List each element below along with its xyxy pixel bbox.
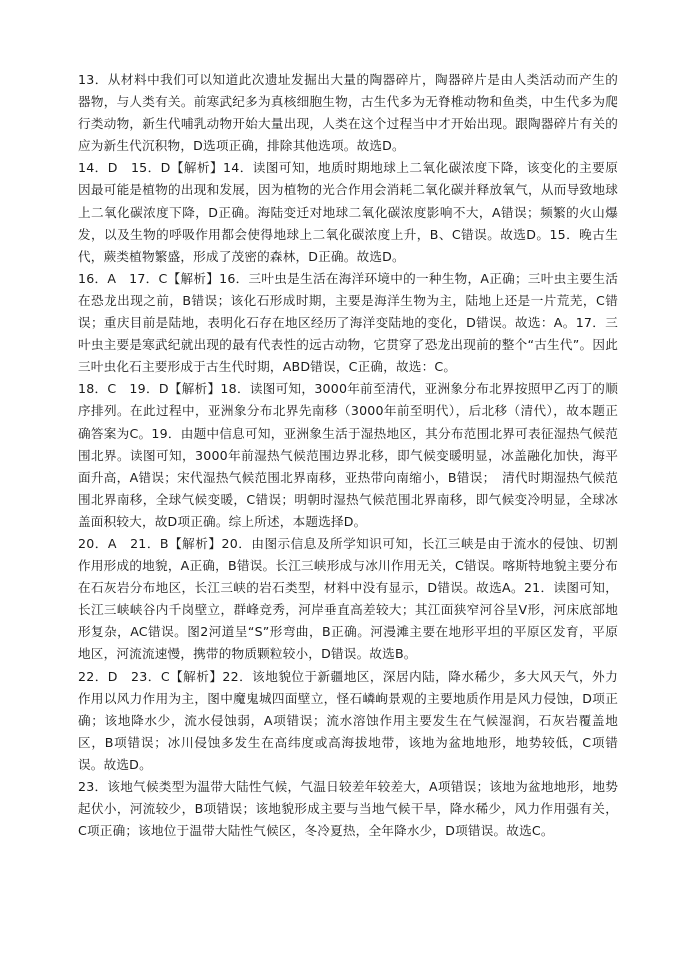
answer-paragraph-18-19: 18．C 19．D【解析】18．读图可知，3000年前至清代，亚洲象分布北界按照甲乙丙丁的顺序排列。在此过程中，亚洲象分布北界先南移（3000年前至明代），后北移（清代），故本题正确答案为C。19．由题中信息可知，亚洲象生活于湿热地区，其分布范围北界可表征湿热气候范围北界。读图可知，3000年前湿热气候范围边界北移，即气候变暖明显，冰盖融化加快，海平面升高，A错误；宋代湿热气候范围北界南移，亚热带向南缩小，B错误； 清代时期湿热气候范围北界南移，全球气候变暖，C错误；明朝时湿热气候范围北界南移，即气候变冷明显，全球冰盖面积较大，故D项正确。综上所述，本题选择D。 [78, 381, 618, 529]
answer-explanation-document [78, 69, 618, 842]
answer-paragraph-16-17: 16．A 17．C【解析】16．三叶虫是生活在海洋环境中的一种生物，A正确；三叶虫主要生活在恐龙出现之前，B错误；该化石形成时期，主要是海洋生物为主，陆地上还是一片荒芜，C错误；重庆目前是陆地，表明化石存在地区经历了海洋变陆地的变化，D错误。故选：A。17．三叶虫主要是寒武纪就出现的最有代表性的远古动物，它贯穿了恐龙出现前的整个“古生代”。因此三叶虫化石主要形成于古生代时期，ABD错误，C正确，故选：C。 [78, 270, 618, 375]
answer-paragraph-20-21: 20．A 21．B【解析】20．由图示信息及所学知识可知，长江三峡是由于流水的侵蚀、切割作用形成的地貌，A正确，B错误。长江三峡形成与冰川作用无关，C错误。喀斯特地貌主要分布在石灰岩分布地区，长江三峡的岩石类型，材料中没有显示，D错误。故选A。21．读图可知，长江三峡峡谷内千岗壁立，群峰竞秀，河岸垂直高差较大；其江面狭窄河谷呈V形，河床底部地形复杂，AC错误。图2河道呈“S”形弯曲，B正确。河漫滩主要在地形平坦的平原区发育，平原地区，河流流速慢，携带的物质颗粒较小，D错误。故选B。 [78, 535, 618, 662]
answer-paragraph-22: 22．D 23．C【解析】22．该地貌位于新疆地区，深居内陆，降水稀少，多大风天气，外力作用以风力作用为主，图中魔鬼城四面壁立，怪石嶙峋景观的主要地质作用是风力侵蚀，D项正确；该地降水少，流水侵蚀弱，A项错误；流水溶蚀作用主要发生在气候湿润，石灰岩覆盖地区，B项错误；冰川侵蚀多发生在高纬度或高海拔地带，该地为盆地地形，地势较低，C项错误。故选D。 [78, 668, 618, 772]
answer-paragraph-13: 13．从材料中我们可以知道此次遗址发掘出大量的陶器碎片，陶器碎片是由人类活动而产生的器物，与人类有关。前寒武纪多为真核细胞生物，古生代多为无脊椎动物和鱼类，中生代多为爬行类动物，新生代哺乳动物开始大量出现，人类在这个过程当中才开始出现。跟陶器碎片有关的应为新生代沉积物，D选项正确，排除其他选项。故选D。 [78, 72, 618, 154]
answer-paragraph-14-15: 14．D 15．D【解析】14．读图可知，地质时期地球上二氧化碳浓度下降，该变化的主要原因最可能是植物的出现和发展，因为植物的光合作用会消耗二氧化碳并释放氧气，从而导致地球上二氧化碳浓度下降，D正确。海陆变迁对地球二氧化碳浓度影响不大，A错误；频繁的火山爆发，以及生物的呼吸作用都会使得地球上二氧化碳浓度上升，B、C错误。故选D。15．晚古生代，蕨类植物繁盛，形成了茂密的森林，D正确。故选D。 [78, 160, 618, 264]
answer-paragraph-23: 23．该地气候类型为温带大陆性气候，气温日较差年较差大，A项错误；该地为盆地地形，地势起伏小，河流较少，B项错误；该地貌形成主要与当地气候干旱，降水稀少，风力作用强有关，C项正确；该地位于温带大陆性气候区，冬冷夏热，全年降水少，D项错误。故选C。 [78, 779, 618, 839]
